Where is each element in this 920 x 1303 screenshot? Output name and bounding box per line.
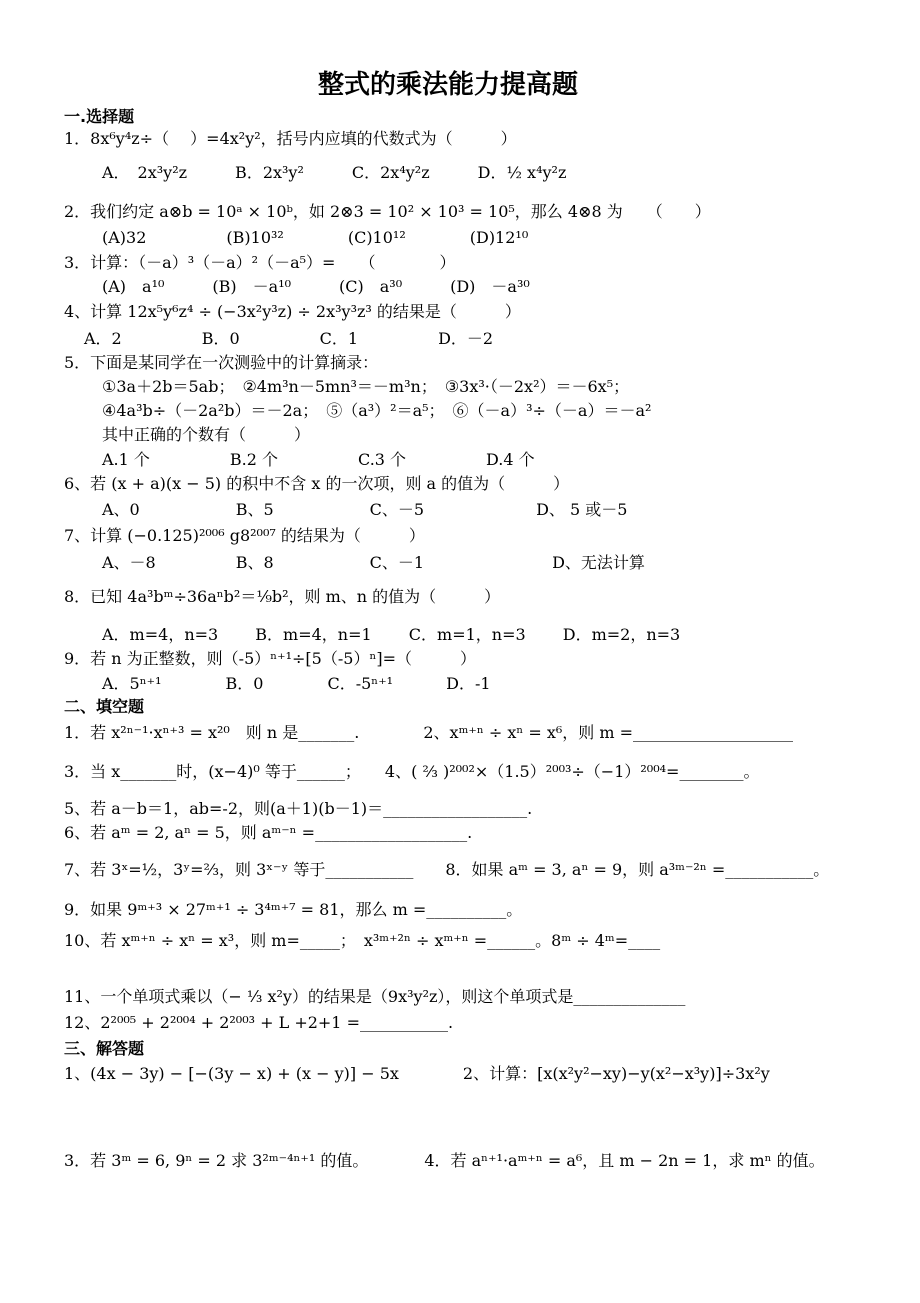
choice-q9-options: A．5ⁿ⁺¹ B．0 C．-5ⁿ⁺¹ D．-1 — [102, 674, 491, 693]
choice-q5: 5．下面是某同学在一次测验中的计算摘录： — [64, 353, 379, 372]
fill-q1-q2: 1．若 x²ⁿ⁻¹·xⁿ⁺³ = x²⁰ 则 n 是_______. 2、xᵐ⁺ⁿ ÷ xⁿ = x⁶，则 m =____________________ — [64, 723, 794, 742]
choice-q9: 9．若 n 为正整数，则（-5）ⁿ⁺¹÷[5（-5）ⁿ]=（ ） — [64, 649, 477, 668]
fill-q3-q4: 3．当 x_______时，(x−4)⁰ 等于______； 4、( ⅔ )²⁰⁰²×（1.5）²⁰⁰³÷（−1）²⁰⁰⁴=________。 — [64, 762, 760, 781]
choice-q2: 2．我们约定 a⊗b = 10ᵃ × 10ᵇ，如 2⊗3 = 10² × 10³ = 10⁵，那么 4⊗8 为 （ ） — [64, 202, 711, 221]
choice-q5-line1: ①3a＋2b＝5ab； ②4m³n－5mn³＝－m³n； ③3x³·（－2x²）＝－6x⁵； — [102, 377, 630, 396]
fill-q9: 9．如果 9ᵐ⁺³ × 27ᵐ⁺¹ ÷ 3⁴ᵐ⁺⁷ = 81，那么 m =__________。 — [64, 900, 523, 919]
choice-q7: 7、计算 (−0.125)²⁰⁰⁶ g8²⁰⁰⁷ 的结果为（ ） — [64, 526, 425, 545]
fill-q5: 5、若 a－b＝1，ab=-2，则(a＋1)(b－1)＝__________________. — [64, 799, 533, 818]
choice-q6-options: A、0 B、5 C、－5 D、 5 或－5 — [102, 500, 628, 519]
choice-q5-options: A.1 个 B.2 个 C.3 个 D.4 个 — [102, 450, 535, 469]
page-title: 整式的乘法能力提高题 — [318, 70, 579, 100]
choice-q5-line2: ④4a³b÷（－2a²b）＝－2a； ⑤（a³）²＝a⁵； ⑥（－a）³÷（－a）＝－a² — [102, 401, 652, 420]
fill-q7-q8: 7、若 3ˣ=½，3ʸ=⅔，则 3ˣ⁻ʸ 等于___________ 8．如果 aᵐ = 3, aⁿ = 9，则 a³ᵐ⁻²ⁿ =___________。 — [64, 860, 830, 879]
fill-q12: 12、2²⁰⁰⁵ + 2²⁰⁰⁴ + 2²⁰⁰³ + L +2+1 =___________. — [64, 1013, 454, 1032]
choice-q5-line3: 其中正确的个数有（ ） — [102, 425, 311, 444]
choice-q4: 4、计算 12x⁵y⁶z⁴ ÷ (−3x²y³z) ÷ 2x³y³z³ 的结果是（ ） — [64, 302, 521, 321]
choice-q8: 8．已知 4a³bᵐ÷36aⁿb²＝⅑b²，则 m、n 的值为（ ） — [64, 587, 501, 606]
section-choice-heading: 一.选择题 — [64, 107, 135, 126]
choice-q1: 1．8x⁶y⁴z÷（ ）=4x²y²，括号内应填的代数式为（ ） — [64, 129, 517, 148]
choice-q4-options: A．2 B．0 C．1 D．－2 — [84, 329, 494, 348]
fill-q10: 10、若 xᵐ⁺ⁿ ÷ xⁿ = x³，则 m=_____； x³ᵐ⁺²ⁿ ÷ xᵐ⁺ⁿ =______。8ᵐ ÷ 4ᵐ=____ — [64, 931, 661, 950]
choice-q1-options: A． 2x³y²z B．2x³y² C．2x⁴y²z D．½ x⁴y²z — [102, 163, 567, 182]
fill-q6: 6、若 aᵐ = 2, aⁿ = 5，则 aᵐ⁻ⁿ =___________________. — [64, 823, 473, 842]
choice-q3: 3．计算：（－a）³（－a）²（－a⁵）= （ ） — [64, 253, 456, 272]
choice-q6: 6、若 (x + a)(x − 5) 的积中不含 x 的一次项，则 a 的值为（ ） — [64, 474, 570, 493]
choice-q7-options: A、－8 B、8 C、－1 D、无法计算 — [102, 553, 645, 572]
fill-q11: 11、一个单项式乘以（− ⅓ x²y）的结果是（9x³y²z），则这个单项式是______________ — [64, 987, 686, 1006]
section-solve-heading: 三、解答题 — [64, 1039, 145, 1058]
choice-q3-options: (A) a¹⁰ (B) －a¹⁰ (C) a³⁰ (D) －a³⁰ — [102, 277, 530, 296]
section-fill-heading: 二、填空题 — [64, 697, 145, 716]
solve-q1-q2: 1、(4x − 3y) − [−(3y − x) + (x − y)] − 5x 2、计算：[x(x²y²−xy)−y(x²−x³y)]÷3x²y — [64, 1064, 770, 1083]
choice-q2-options: (A)32 (B)10³² (C)10¹² (D)12¹⁰ — [102, 228, 529, 247]
choice-q8-options: A．m=4，n=3 B．m=4，n=1 C．m=1，n=3 D．m=2，n=3 — [102, 625, 681, 644]
solve-q3-q4: 3．若 3ᵐ = 6, 9ⁿ = 2 求 3²ᵐ⁻⁴ⁿ⁺¹ 的值。 4．若 aⁿ⁺¹·aᵐ⁺ⁿ = a⁶，且 m − 2n = 1，求 mⁿ 的值。 — [64, 1151, 825, 1170]
